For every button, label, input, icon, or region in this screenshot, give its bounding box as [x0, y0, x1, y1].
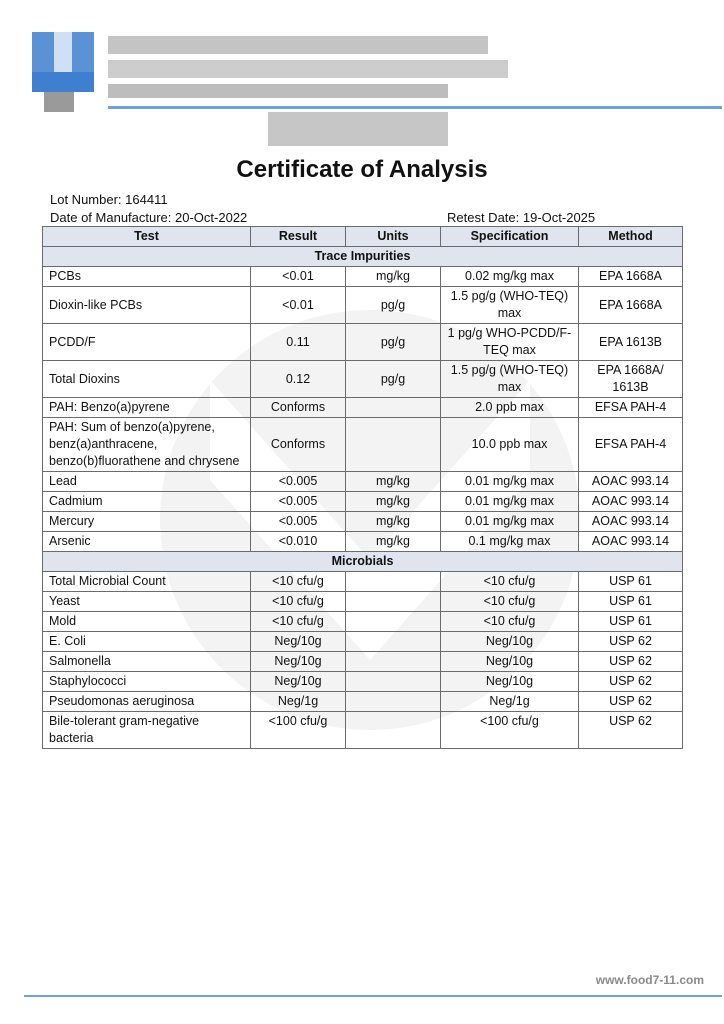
table-row — [43, 418, 683, 472]
cell-units — [346, 592, 441, 612]
cell-method: USP 62 — [579, 692, 683, 712]
company-logo — [32, 32, 106, 112]
cell-result: <10 cfu/g — [251, 592, 346, 612]
section-title: Trace Impurities — [43, 247, 683, 267]
retest-date: Retest Date: 19-Oct-2025 — [447, 210, 596, 225]
section-row-trace-impurities — [43, 247, 683, 267]
cell-test: Total Dioxins — [43, 361, 251, 398]
cell-test: Yeast — [43, 592, 251, 612]
cell-method: USP 62 — [579, 712, 683, 749]
cell-units: mg/kg — [346, 532, 441, 552]
cell-units: pg/g — [346, 361, 441, 398]
header-test: Test — [43, 227, 251, 247]
cell-test: Arsenic — [43, 532, 251, 552]
cell-units: mg/kg — [346, 267, 441, 287]
cell-units: mg/kg — [346, 472, 441, 492]
table-row — [43, 652, 683, 672]
cell-units: mg/kg — [346, 512, 441, 532]
table-row — [43, 532, 683, 552]
cell-method: AOAC 993.14 — [579, 472, 683, 492]
table-row — [43, 592, 683, 612]
cell-result: <10 cfu/g — [251, 572, 346, 592]
cell-result: Neg/10g — [251, 672, 346, 692]
cell-method: EPA 1668A/ 1613B — [579, 361, 683, 398]
cell-units: mg/kg — [346, 492, 441, 512]
cell-method: USP 61 — [579, 592, 683, 612]
cell-result: <10 cfu/g — [251, 612, 346, 632]
cell-test: PAH: Sum of benzo(a)pyrene, benz(a)anthracene, benzo(b)fluorathene and chrysene — [43, 418, 251, 472]
cell-result: Neg/10g — [251, 632, 346, 652]
cell-result: <0.005 — [251, 512, 346, 532]
cell-units — [346, 692, 441, 712]
company-header-blurred — [108, 36, 508, 146]
table-row — [43, 398, 683, 418]
cell-spec: Neg/10g — [441, 632, 579, 652]
cell-result: Neg/1g — [251, 692, 346, 712]
cell-method: AOAC 993.14 — [579, 532, 683, 552]
footer-website: www.food7-11.com — [595, 973, 704, 987]
cell-result: <0.01 — [251, 287, 346, 324]
cell-spec: 0.1 mg/kg max — [441, 532, 579, 552]
cell-spec: <10 cfu/g — [441, 572, 579, 592]
section-title: Microbials — [43, 552, 683, 572]
table-row — [43, 672, 683, 692]
table-row — [43, 712, 683, 749]
cell-spec: 1 pg/g WHO-PCDD/F-TEQ max — [441, 324, 579, 361]
cell-units — [346, 572, 441, 592]
cell-spec: 0.01 mg/kg max — [441, 512, 579, 532]
cell-method: AOAC 993.14 — [579, 512, 683, 532]
date-of-manufacture: Date of Manufacture: 20-Oct-2022 — [50, 210, 248, 225]
cell-method: USP 62 — [579, 652, 683, 672]
cell-result: 0.12 — [251, 361, 346, 398]
cell-method: EPA 1668A — [579, 267, 683, 287]
table-row — [43, 361, 683, 398]
cell-units: pg/g — [346, 287, 441, 324]
header-method: Method — [579, 227, 683, 247]
cell-test: E. Coli — [43, 632, 251, 652]
cell-spec: Neg/10g — [441, 672, 579, 692]
cell-method: AOAC 993.14 — [579, 492, 683, 512]
cell-result: 0.11 — [251, 324, 346, 361]
table-row — [43, 632, 683, 652]
header-result: Result — [251, 227, 346, 247]
table-row — [43, 612, 683, 632]
cell-method: USP 61 — [579, 572, 683, 592]
cell-test: Bile-tolerant gram-negative bacteria — [43, 712, 251, 749]
cell-result: Conforms — [251, 418, 346, 472]
cell-method: EPA 1668A — [579, 287, 683, 324]
section-row-microbials — [43, 552, 683, 572]
cell-test: Salmonella — [43, 652, 251, 672]
cell-spec: <10 cfu/g — [441, 612, 579, 632]
cell-result: Conforms — [251, 398, 346, 418]
footer-rule — [24, 995, 722, 997]
cell-method: USP 62 — [579, 672, 683, 692]
cell-result: Neg/10g — [251, 652, 346, 672]
table-row — [43, 492, 683, 512]
cell-result: <0.005 — [251, 472, 346, 492]
document-title: Certificate of Analysis — [236, 156, 488, 183]
cell-spec: <100 cfu/g — [441, 712, 579, 749]
table-row — [43, 512, 683, 532]
analysis-table — [42, 226, 683, 749]
table-row — [43, 572, 683, 592]
cell-spec: 0.02 mg/kg max — [441, 267, 579, 287]
header-specification: Specification — [441, 227, 579, 247]
cell-units — [346, 672, 441, 692]
cell-units — [346, 612, 441, 632]
cell-result: <100 cfu/g — [251, 712, 346, 749]
cell-test: Lead — [43, 472, 251, 492]
cell-spec: 0.01 mg/kg max — [441, 492, 579, 512]
header-units: Units — [346, 227, 441, 247]
cell-units: pg/g — [346, 324, 441, 361]
cell-test: Mercury — [43, 512, 251, 532]
table-row — [43, 287, 683, 324]
cell-units — [346, 652, 441, 672]
cell-test: Staphylococci — [43, 672, 251, 692]
cell-test: Total Microbial Count — [43, 572, 251, 592]
cell-spec: <10 cfu/g — [441, 592, 579, 612]
cell-test: PCBs — [43, 267, 251, 287]
cell-result: <0.010 — [251, 532, 346, 552]
cell-spec: 1.5 pg/g (WHO-TEQ) max — [441, 287, 579, 324]
cell-spec: 10.0 ppb max — [441, 418, 579, 472]
table-row — [43, 472, 683, 492]
cell-test: Cadmium — [43, 492, 251, 512]
cell-test: Dioxin-like PCBs — [43, 287, 251, 324]
cell-result: <0.005 — [251, 492, 346, 512]
cell-spec: Neg/1g — [441, 692, 579, 712]
cell-units — [346, 712, 441, 749]
cell-method: EFSA PAH-4 — [579, 398, 683, 418]
cell-units — [346, 418, 441, 472]
cell-units — [346, 398, 441, 418]
cell-test: Pseudomonas aeruginosa — [43, 692, 251, 712]
cell-test: PAH: Benzo(a)pyrene — [43, 398, 251, 418]
cell-result: <0.01 — [251, 267, 346, 287]
table-row — [43, 692, 683, 712]
cell-method: USP 62 — [579, 632, 683, 652]
cell-method: EFSA PAH-4 — [579, 418, 683, 472]
table-header-row — [43, 227, 683, 247]
cell-spec: 1.5 pg/g (WHO-TEQ) max — [441, 361, 579, 398]
cell-spec: 2.0 ppb max — [441, 398, 579, 418]
lot-number: Lot Number: 164411 — [50, 192, 168, 207]
cell-spec: Neg/10g — [441, 652, 579, 672]
cell-units — [346, 632, 441, 652]
cell-test: Mold — [43, 612, 251, 632]
header-rule — [108, 106, 722, 109]
cell-test: PCDD/F — [43, 324, 251, 361]
cell-method: USP 61 — [579, 612, 683, 632]
table-row — [43, 324, 683, 361]
cell-spec: 0.01 mg/kg max — [441, 472, 579, 492]
cell-method: EPA 1613B — [579, 324, 683, 361]
table-row — [43, 267, 683, 287]
